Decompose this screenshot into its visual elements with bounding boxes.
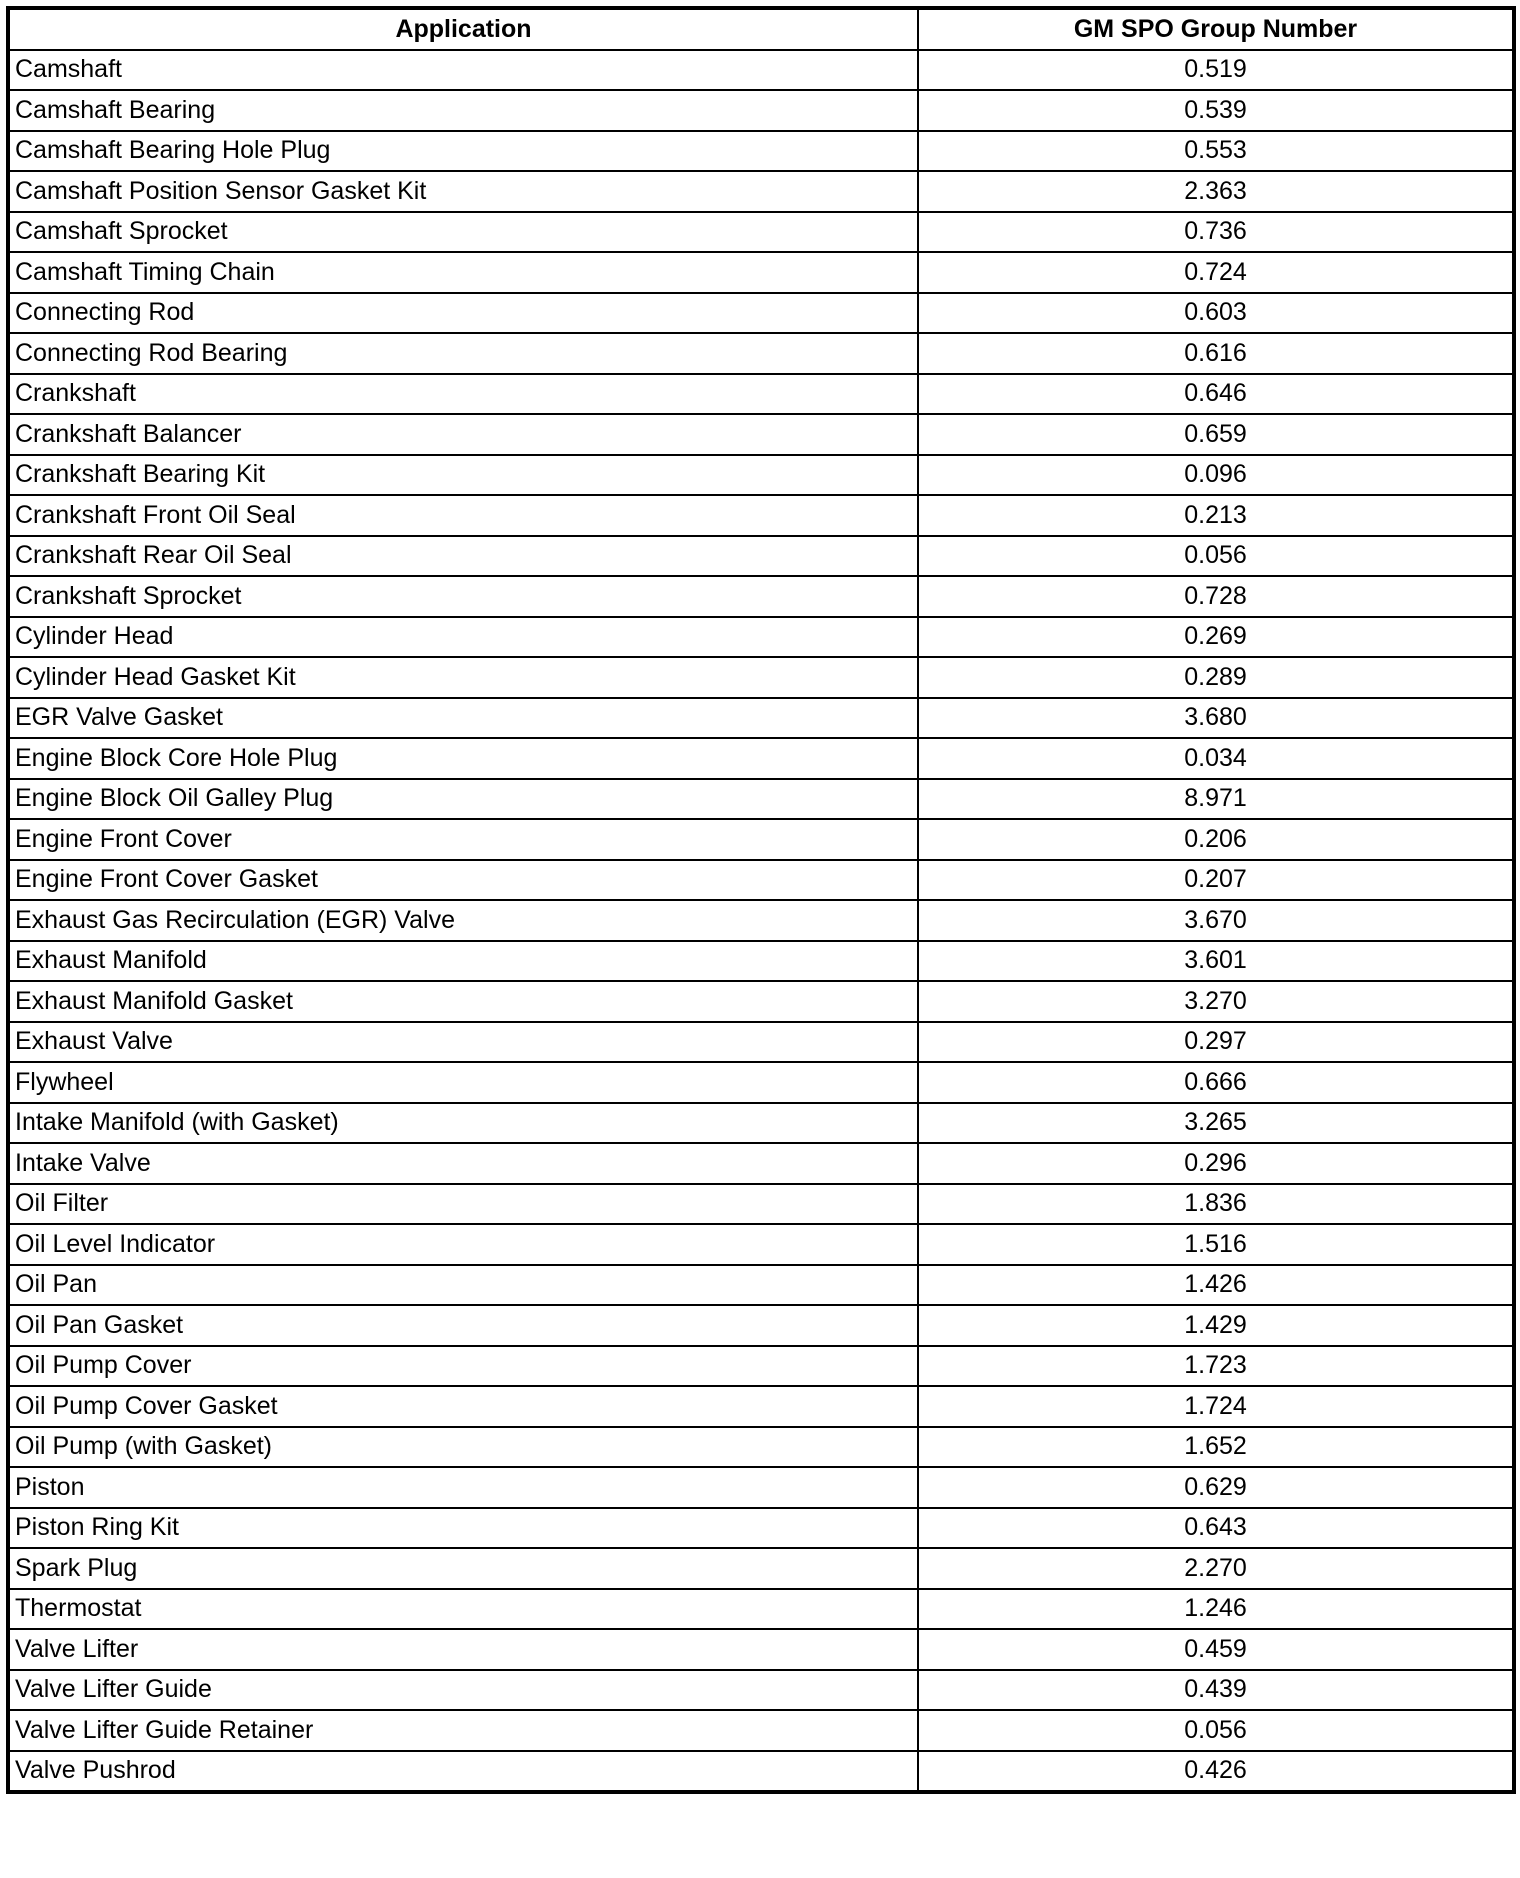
table-row xyxy=(8,1022,1514,1063)
group-number-cell: 0.213 xyxy=(918,495,1514,536)
group-number-cell: 0.096 xyxy=(918,455,1514,496)
application-cell: Crankshaft Sprocket xyxy=(8,576,918,617)
spo-group-table-container xyxy=(6,6,1512,1876)
group-number-cell: 8.971 xyxy=(918,779,1514,820)
table-row xyxy=(8,1184,1514,1225)
group-number-cell: 1.246 xyxy=(918,1589,1514,1630)
application-cell: Crankshaft Balancer xyxy=(8,414,918,455)
application-cell: Camshaft Sprocket xyxy=(8,212,918,253)
table-row xyxy=(8,1103,1514,1144)
application-cell: Camshaft Position Sensor Gasket Kit xyxy=(8,171,918,212)
table-row xyxy=(8,90,1514,131)
group-number-cell: 0.056 xyxy=(918,536,1514,577)
group-number-cell: 0.666 xyxy=(918,1062,1514,1103)
group-number-cell: 0.603 xyxy=(918,293,1514,334)
table-row xyxy=(8,1224,1514,1265)
table-row xyxy=(8,1589,1514,1630)
application-cell: Cylinder Head xyxy=(8,617,918,658)
group-number-cell: 3.265 xyxy=(918,1103,1514,1144)
table-row xyxy=(8,495,1514,536)
group-number-cell: 1.724 xyxy=(918,1386,1514,1427)
application-cell: Camshaft Bearing xyxy=(8,90,918,131)
table-row xyxy=(8,738,1514,779)
column-header-gm-spo-group-number: GM SPO Group Number xyxy=(918,8,1514,50)
table-row xyxy=(8,1427,1514,1468)
group-number-cell: 0.296 xyxy=(918,1143,1514,1184)
application-cell: Valve Lifter Guide xyxy=(8,1670,918,1711)
table-row xyxy=(8,1143,1514,1184)
table-row xyxy=(8,779,1514,820)
table-row xyxy=(8,1710,1514,1751)
application-cell: Oil Pump Cover xyxy=(8,1346,918,1387)
group-number-cell: 0.459 xyxy=(918,1629,1514,1670)
application-cell: Oil Level Indicator xyxy=(8,1224,918,1265)
application-cell: Piston Ring Kit xyxy=(8,1508,918,1549)
application-cell: Camshaft Timing Chain xyxy=(8,252,918,293)
group-number-cell: 1.429 xyxy=(918,1305,1514,1346)
group-number-cell: 0.206 xyxy=(918,819,1514,860)
table-row xyxy=(8,819,1514,860)
group-number-cell: 0.643 xyxy=(918,1508,1514,1549)
application-cell: Oil Pan xyxy=(8,1265,918,1306)
application-cell: Oil Filter xyxy=(8,1184,918,1225)
application-cell: Crankshaft Bearing Kit xyxy=(8,455,918,496)
table-row xyxy=(8,1305,1514,1346)
application-cell: EGR Valve Gasket xyxy=(8,698,918,739)
application-cell: Camshaft Bearing Hole Plug xyxy=(8,131,918,172)
application-cell: Oil Pump Cover Gasket xyxy=(8,1386,918,1427)
table-row xyxy=(8,536,1514,577)
spo-group-table xyxy=(6,6,1516,1794)
table-row xyxy=(8,455,1514,496)
group-number-cell: 3.680 xyxy=(918,698,1514,739)
application-cell: Exhaust Manifold xyxy=(8,941,918,982)
application-cell: Flywheel xyxy=(8,1062,918,1103)
application-cell: Intake Manifold (with Gasket) xyxy=(8,1103,918,1144)
application-cell: Valve Lifter Guide Retainer xyxy=(8,1710,918,1751)
group-number-cell: 1.426 xyxy=(918,1265,1514,1306)
application-cell: Spark Plug xyxy=(8,1548,918,1589)
table-row xyxy=(8,941,1514,982)
group-number-cell: 0.659 xyxy=(918,414,1514,455)
group-number-cell: 0.629 xyxy=(918,1467,1514,1508)
group-number-cell: 2.363 xyxy=(918,171,1514,212)
table-row xyxy=(8,293,1514,334)
application-cell: Engine Block Core Hole Plug xyxy=(8,738,918,779)
application-cell: Valve Lifter xyxy=(8,1629,918,1670)
table-row xyxy=(8,1386,1514,1427)
application-cell: Engine Front Cover Gasket xyxy=(8,860,918,901)
group-number-cell: 0.207 xyxy=(918,860,1514,901)
application-cell: Valve Pushrod xyxy=(8,1751,918,1793)
table-row xyxy=(8,900,1514,941)
table-row xyxy=(8,171,1514,212)
application-cell: Camshaft xyxy=(8,50,918,91)
application-cell: Connecting Rod Bearing xyxy=(8,333,918,374)
group-number-cell: 1.723 xyxy=(918,1346,1514,1387)
column-header-application: Application xyxy=(8,8,918,50)
group-number-cell: 3.270 xyxy=(918,981,1514,1022)
table-row xyxy=(8,50,1514,91)
group-number-cell: 1.652 xyxy=(918,1427,1514,1468)
table-row xyxy=(8,374,1514,415)
table-row xyxy=(8,1346,1514,1387)
application-cell: Oil Pan Gasket xyxy=(8,1305,918,1346)
table-row xyxy=(8,617,1514,658)
group-number-cell: 0.539 xyxy=(918,90,1514,131)
group-number-cell: 3.601 xyxy=(918,941,1514,982)
application-cell: Crankshaft Front Oil Seal xyxy=(8,495,918,536)
group-number-cell: 0.289 xyxy=(918,657,1514,698)
group-number-cell: 0.736 xyxy=(918,212,1514,253)
group-number-cell: 0.297 xyxy=(918,1022,1514,1063)
table-row xyxy=(8,333,1514,374)
group-number-cell: 0.646 xyxy=(918,374,1514,415)
table-row xyxy=(8,131,1514,172)
group-number-cell: 0.034 xyxy=(918,738,1514,779)
application-cell: Engine Block Oil Galley Plug xyxy=(8,779,918,820)
table-row xyxy=(8,1548,1514,1589)
group-number-cell: 2.270 xyxy=(918,1548,1514,1589)
group-number-cell: 0.426 xyxy=(918,1751,1514,1793)
application-cell: Thermostat xyxy=(8,1589,918,1630)
table-row xyxy=(8,860,1514,901)
application-cell: Engine Front Cover xyxy=(8,819,918,860)
table-row xyxy=(8,1508,1514,1549)
group-number-cell: 1.516 xyxy=(918,1224,1514,1265)
table-row xyxy=(8,981,1514,1022)
table-row xyxy=(8,1629,1514,1670)
application-cell: Exhaust Gas Recirculation (EGR) Valve xyxy=(8,900,918,941)
table-row xyxy=(8,414,1514,455)
group-number-cell: 0.616 xyxy=(918,333,1514,374)
group-number-cell: 0.269 xyxy=(918,617,1514,658)
table-row xyxy=(8,1670,1514,1711)
group-number-cell: 0.439 xyxy=(918,1670,1514,1711)
application-cell: Crankshaft Rear Oil Seal xyxy=(8,536,918,577)
group-number-cell: 0.724 xyxy=(918,252,1514,293)
group-number-cell: 1.836 xyxy=(918,1184,1514,1225)
table-row xyxy=(8,1062,1514,1103)
group-number-cell: 3.670 xyxy=(918,900,1514,941)
group-number-cell: 0.519 xyxy=(918,50,1514,91)
group-number-cell: 0.728 xyxy=(918,576,1514,617)
application-cell: Connecting Rod xyxy=(8,293,918,334)
table-row xyxy=(8,657,1514,698)
application-cell: Crankshaft xyxy=(8,374,918,415)
table-row xyxy=(8,698,1514,739)
application-cell: Piston xyxy=(8,1467,918,1508)
application-cell: Exhaust Valve xyxy=(8,1022,918,1063)
table-header-row xyxy=(8,8,1514,50)
table-row xyxy=(8,212,1514,253)
table-row xyxy=(8,1265,1514,1306)
table-row xyxy=(8,252,1514,293)
table-body xyxy=(8,50,1514,1793)
group-number-cell: 0.056 xyxy=(918,1710,1514,1751)
application-cell: Intake Valve xyxy=(8,1143,918,1184)
group-number-cell: 0.553 xyxy=(918,131,1514,172)
table-row xyxy=(8,1467,1514,1508)
application-cell: Oil Pump (with Gasket) xyxy=(8,1427,918,1468)
table-row xyxy=(8,576,1514,617)
table-row xyxy=(8,1751,1514,1793)
application-cell: Cylinder Head Gasket Kit xyxy=(8,657,918,698)
application-cell: Exhaust Manifold Gasket xyxy=(8,981,918,1022)
